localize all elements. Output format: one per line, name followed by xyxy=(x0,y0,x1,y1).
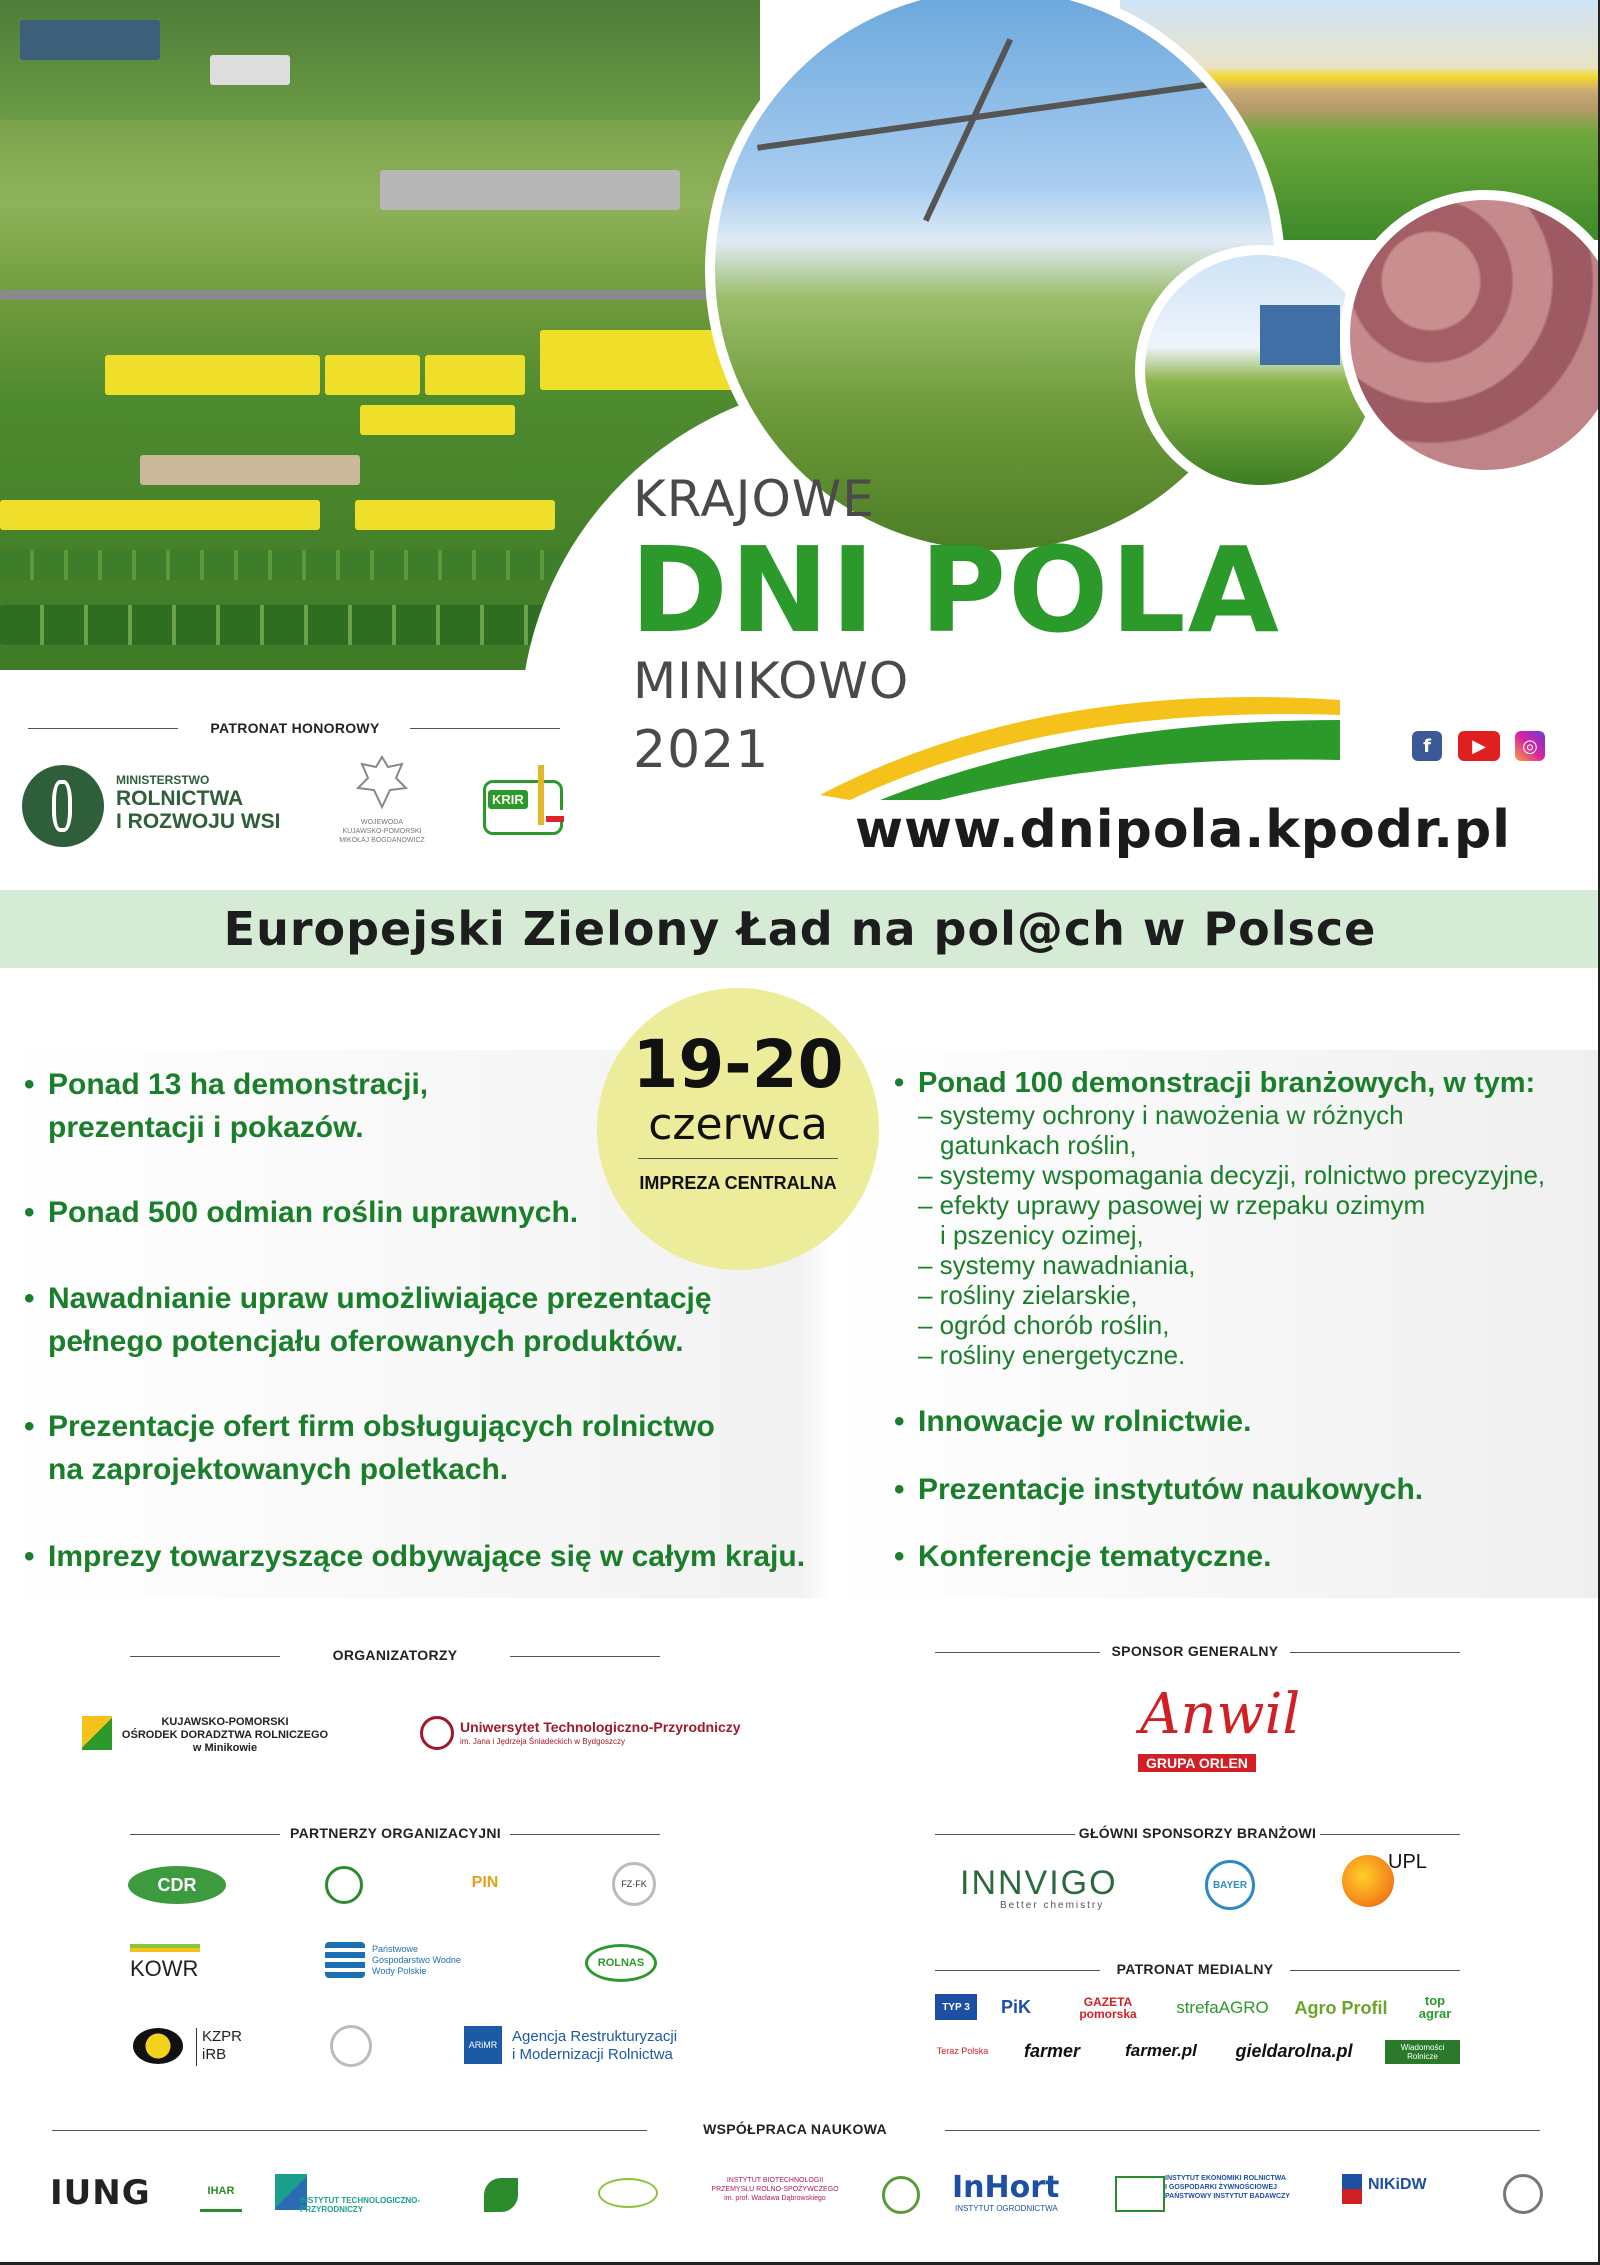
voivode-caption xyxy=(322,818,442,845)
media-gazeta-pomorska: GAZETA pomorska xyxy=(1079,1995,1137,2021)
left-bullet-1-line-1: Ponad 13 ha demonstracji, xyxy=(48,1068,429,1101)
utp-name: Uniwersytet Technologiczno-Przyrodniczy xyxy=(460,1719,741,1735)
upl-text: UPL xyxy=(1388,1851,1427,1873)
anwil-logo: Anwil xyxy=(1140,1682,1301,1747)
ministry-top: MINISTERSTWO xyxy=(116,773,210,787)
left-bullet-3: • Nawadnianie upraw umożliwiające prezentację pełnego potencjału oferowanych produktów. xyxy=(48,1277,712,1363)
utp-emblem-icon xyxy=(420,1716,454,1750)
kowr-logo: KOWR xyxy=(130,1956,199,1981)
right-bullet-1: • Innowacje w rolnictwie. xyxy=(918,1400,1251,1443)
left-bullet-5-line-1: Imprezy towarzyszące odbywające się w całym kraju. xyxy=(48,1540,806,1573)
kpodr-line-2: OŚRODEK DORADZTWA ROLNICZEGO xyxy=(121,1729,329,1741)
instagram-icon[interactable]: ◎ xyxy=(1515,731,1545,761)
upl-icon xyxy=(1342,1855,1394,1907)
iz-leaf-icon xyxy=(484,2178,518,2212)
headline-band xyxy=(0,890,1600,968)
biotech-line-3: im. prof. Wacława Dąbrowskiego xyxy=(724,2195,826,2202)
left-bullet-4-line-2: na zaprojektowanych poletkach. xyxy=(48,1453,509,1486)
partnerzy-title: PARTNERZY ORGANIZACYJNI xyxy=(290,1825,501,1841)
date-divider xyxy=(638,1158,838,1159)
nikidw-name: NIKiDW xyxy=(1368,2176,1427,2193)
ierigz-chart-icon xyxy=(1115,2176,1165,2212)
partner-emblem-icon xyxy=(325,1866,363,1904)
left-bullet-1-line-2: prezentacji i pokazów. xyxy=(48,1111,364,1144)
right-bullet-3-text: Konferencje tematyczne. xyxy=(918,1540,1272,1573)
headline: Europejski Zielony Ład na pol@ch w Polsce xyxy=(223,902,1377,956)
inhort-logo: InHort xyxy=(952,2170,1060,2205)
right-bullet-3: • Konferencje tematyczne. xyxy=(918,1535,1271,1578)
wody-polskie-name xyxy=(372,1944,461,1977)
wody-line-1: Państwowe xyxy=(372,1944,419,1954)
biotech-name xyxy=(700,2176,850,2203)
ministry-bottom: I ROZWOJU WSI xyxy=(116,810,281,833)
voivode-line-1: WOJEWODA xyxy=(361,819,403,826)
right-sub-5: i pszenicy ozimej, xyxy=(940,1220,1144,1250)
ierigz-line-3: PAŃSTWOWY INSTYTUT BADAWCZY xyxy=(1165,2193,1290,2200)
left-bullet-2: • Ponad 500 odmian roślin uprawnych. xyxy=(48,1191,578,1234)
nikidw-icon xyxy=(1342,2174,1362,2204)
institute-seal-icon xyxy=(882,2176,920,2214)
youtube-icon[interactable]: ▶ xyxy=(1458,731,1500,761)
arimr-name xyxy=(512,2028,677,2064)
kzpr-line-2: iRB xyxy=(202,2046,227,2063)
ministry-logo-icon xyxy=(22,765,104,847)
cdr-logo: CDR xyxy=(128,1866,226,1904)
orlen-badge: GRUPA ORLEN xyxy=(1138,1754,1256,1772)
kzpr-divider xyxy=(196,2028,197,2066)
date-caption: IMPREZA CENTRALNA xyxy=(639,1173,837,1193)
media-gieldarolna: gieldarolna.pl xyxy=(1235,2040,1353,2061)
kpodr-line-3: w Minikowie xyxy=(192,1742,258,1754)
teraz-polska-icon xyxy=(330,2025,372,2067)
title-minikowo: MINIKOWO xyxy=(633,652,910,710)
media-typ3: TYP 3 xyxy=(935,1994,977,2020)
arimr-line-1: Agencja Restrukturyzacji xyxy=(512,2028,678,2045)
kzpr-name xyxy=(202,2028,242,2064)
voivode-line-3: MIKOŁAJ BOGDANOWICZ xyxy=(339,837,425,844)
imuz-seal-icon xyxy=(1503,2174,1543,2214)
biotech-line-2: PRZEMYSŁU ROLNO-SPOŻYWCZEGO xyxy=(711,2186,839,2193)
itp-name: INSTYTUT TECHNOLOGICZNO-PRZYRODNICZY xyxy=(300,2196,420,2214)
right-sub-7: – rośliny zielarskie, xyxy=(918,1280,1138,1310)
sponsor-generalny-title: SPONSOR GENERALNY xyxy=(1111,1643,1279,1659)
fz-fk-logo: FZ·FK xyxy=(612,1862,656,1906)
inhort-sub: INSTYTUT OGRODNICTWA xyxy=(955,2204,1058,2213)
hero-section xyxy=(0,0,1600,880)
date-days: 19-20 xyxy=(632,1026,844,1103)
right-main-text: Ponad 100 demonstracji branżowych, w tym: xyxy=(918,1067,1536,1099)
pin-logo: PIN xyxy=(471,1874,499,1891)
kzpr-icon xyxy=(133,2028,183,2064)
ierigz-line-1: INSTYTUT EKONOMIKI ROLNICTWA xyxy=(1165,2175,1286,2182)
ministry-mid: ROLNICTWA xyxy=(116,787,244,810)
right-sub-8: – ogród chorób roślin, xyxy=(918,1310,1170,1340)
krir-logo xyxy=(478,765,568,840)
kpodr-name xyxy=(120,1716,330,1755)
left-bullet-2-line-1: Ponad 500 odmian roślin uprawnych. xyxy=(48,1196,579,1229)
right-bullet-2-text: Prezentacje instytutów naukowych. xyxy=(918,1473,1424,1506)
media-farmer: farmer xyxy=(1023,2040,1081,2061)
right-sub-9: – rośliny energetyczne. xyxy=(918,1340,1186,1370)
innvigo-tagline: Better chemistry xyxy=(1000,1900,1105,1911)
media-agro-profil: Agro Profil xyxy=(1294,1997,1388,2018)
arimr-icon: ARiMR xyxy=(464,2026,502,2064)
kzpr-line-1: KZPR xyxy=(202,2028,243,2045)
website-link[interactable]: www.dnipola.kpodr.pl xyxy=(855,800,1512,860)
krir-text: KRIR xyxy=(488,790,528,809)
ierigz-name xyxy=(1165,2174,1315,2201)
eagle-emblem-icon xyxy=(352,752,412,812)
media-wiadomosci-rolnicze: Wiadomości Rolnicze xyxy=(1385,2040,1460,2064)
left-bullet-3-line-2: pełnego potencjału oferowanych produktów. xyxy=(48,1325,684,1358)
media-top-agrar: top agrar xyxy=(1418,1993,1452,2021)
right-sub-3: – systemy wspomagania decyzji, rolnictwo precyzyjne, xyxy=(918,1160,1546,1190)
date-month: czerwca xyxy=(648,1099,828,1150)
wspolpraca-title: WSPÓŁPRACA NAUKOWA xyxy=(703,2121,887,2137)
rolnas-logo: ROLNAS xyxy=(585,1944,657,1982)
wody-line-2: Gospodarstwo Wodne xyxy=(372,1955,461,1965)
media-farmer-pl: farmer.pl xyxy=(1125,2041,1197,2060)
right-bullet-main: • Ponad 100 demonstracji branżowych, w tym: xyxy=(918,1062,1535,1105)
right-sub-list xyxy=(918,1100,1545,1370)
title-year: 2021 xyxy=(633,720,770,780)
media-pik: PiK xyxy=(1000,1996,1031,2017)
wody-line-3: Wody Polskie xyxy=(372,1966,427,1976)
right-sub-4: – efekty uprawy pasowej w rzepaku ozimym xyxy=(918,1190,1426,1220)
organizatorzy-title: ORGANIZATORZY xyxy=(332,1647,458,1663)
left-bullet-5: • Imprezy towarzyszące odbywające się w całym kraju. xyxy=(48,1535,805,1578)
kpodr-logo-icon xyxy=(82,1716,112,1750)
left-bullet-1: • Ponad 13 ha demonstracji, prezentacji i pokazów. xyxy=(48,1063,428,1149)
ior-logo-icon xyxy=(598,2178,658,2208)
left-bullet-4-line-1: Prezentacje ofert firm obsługujących rolnictwo xyxy=(48,1410,715,1443)
title-dni-pola: DNI POLA xyxy=(630,521,1281,659)
kpodr-line-1: KUJAWSKO-POMORSKI xyxy=(161,1716,289,1728)
media-strefa-agro: strefaAGRO xyxy=(1176,1998,1269,2017)
media-teraz-polska: Teraz Polska xyxy=(936,2046,989,2056)
wody-polskie-icon xyxy=(325,1942,365,1978)
date-badge xyxy=(597,988,879,1270)
left-bullet-3-line-1: Nawadnianie upraw umożliwiające prezentację xyxy=(48,1282,712,1315)
right-sub-6: – systemy nawadniania, xyxy=(918,1250,1196,1280)
facebook-icon[interactable]: f xyxy=(1412,731,1442,761)
title-krajowe: KRAJOWE xyxy=(633,470,875,528)
biotech-line-1: INSTYTUT BIOTECHNOLOGII xyxy=(726,2177,824,2184)
patronat-honorowy-title: PATRONAT HONOROWY xyxy=(210,720,380,736)
patronat-medialny-title: PATRONAT MEDIALNY xyxy=(1116,1961,1274,1977)
kowr-stripes xyxy=(130,1944,200,1952)
logo-swoosh xyxy=(820,660,1340,800)
ierigz-line-2: I GOSPODARKI ŻYWNOŚCIOWEJ xyxy=(1165,2184,1278,2191)
right-sub-1: – systemy ochrony i nawożenia w różnych xyxy=(918,1100,1404,1130)
iung-logo: IUNG xyxy=(50,2173,151,2213)
right-bullet-2: • Prezentacje instytutów naukowych. xyxy=(918,1468,1423,1511)
right-sub-2: gatunkach roślin, xyxy=(940,1130,1137,1160)
bayer-logo: BAYER xyxy=(1205,1860,1255,1910)
innvigo-logo: INNVIGO xyxy=(960,1864,1118,1902)
glowni-sponsorzy-title: GŁÓWNI SPONSORZY BRANŻOWI xyxy=(1078,1825,1317,1841)
left-bullet-4: • Prezentacje ofert firm obsługujących rolnictwo na zaprojektowanych poletkach. xyxy=(48,1405,715,1491)
right-bullet-1-text: Innowacje w rolnictwie. xyxy=(918,1405,1252,1438)
voivode-line-2: KUJAWSKO-POMORSKI xyxy=(342,828,422,835)
ihar-logo: IHAR xyxy=(200,2172,242,2212)
utp-sub: im. Jana i Jędrzeja Śniadeckich w Bydgoszczy xyxy=(460,1737,625,1746)
arimr-line-2: i Modernizacji Rolnictwa xyxy=(512,2046,673,2063)
